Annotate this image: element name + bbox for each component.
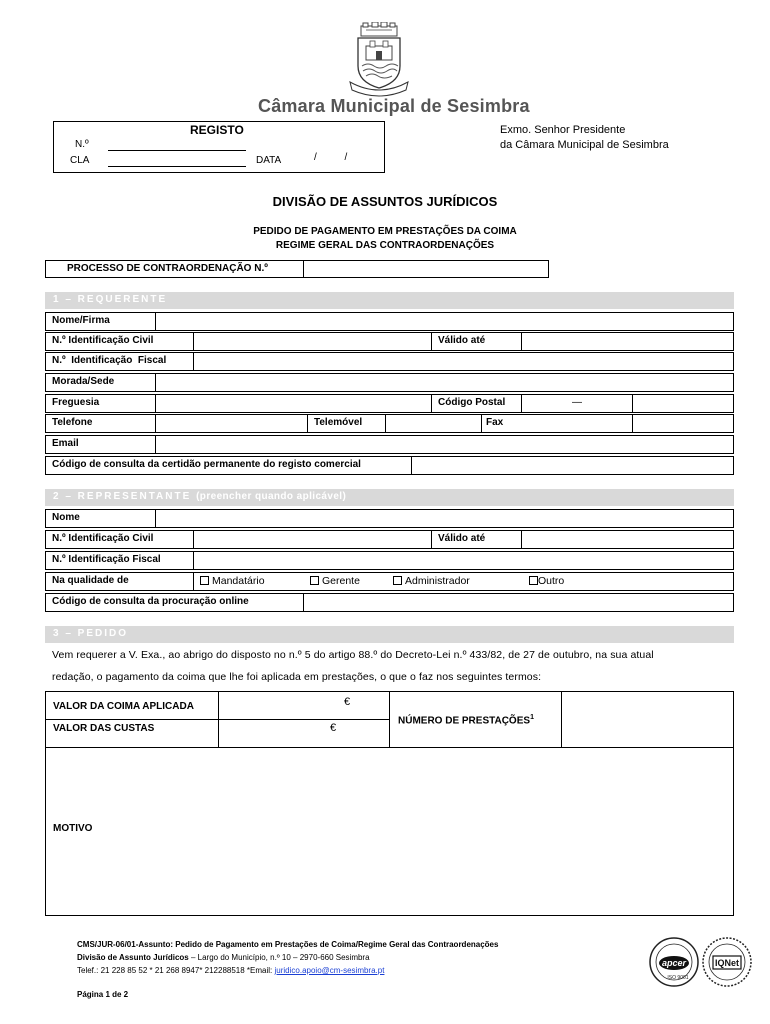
label-telefone: Telefone xyxy=(46,415,156,432)
section-representante-header xyxy=(45,489,734,506)
checkbox-administrador[interactable] xyxy=(393,576,402,585)
footer-document-code: CMS/JUR-06/01-Assunto: Pedido de Pagamento em Prestações de Coima/Regime Geral das Contraordenações xyxy=(77,940,499,949)
registo-numero-label: N.º xyxy=(75,139,89,150)
row-morada xyxy=(45,373,734,392)
section-pedido-header: 3 – PEDIDO xyxy=(45,626,734,643)
label-rep-nome: Nome xyxy=(46,510,156,527)
field-telemovel[interactable] xyxy=(386,415,482,432)
process-number-label: PROCESSO DE CONTRAORDENAÇÃO N.º xyxy=(46,261,304,277)
row-nome-firma xyxy=(45,312,734,331)
row-certidao xyxy=(45,456,734,475)
field-rep-nome[interactable] xyxy=(156,510,733,527)
label-id-civil: N.º Identificação Civil xyxy=(46,333,194,350)
option-gerente-label: Gerente xyxy=(322,575,360,587)
field-codigo-postal-localidade[interactable] xyxy=(633,395,733,412)
row-id-fiscal xyxy=(45,352,734,371)
field-id-civil[interactable] xyxy=(194,333,432,350)
request-title-line-1: PEDIDO DE PAGAMENTO EM PRESTAÇÕES DA COIMA xyxy=(253,226,517,237)
footer-address-text: – Largo do Município, n.º 10 – 2970-660 Sesimbra xyxy=(188,953,370,962)
checkbox-mandatario[interactable] xyxy=(200,576,209,585)
label-numero-prestacoes xyxy=(398,714,534,726)
option-mandatario-label: Mandatário xyxy=(212,575,265,587)
addressee xyxy=(500,123,669,153)
field-fax[interactable] xyxy=(633,415,733,432)
row-telefone xyxy=(45,414,734,433)
registo-cla-label: CLA xyxy=(70,155,90,166)
field-codigo-postal[interactable]: — xyxy=(522,395,633,412)
row-id-civil xyxy=(45,332,734,351)
iqnet-text: IQNet xyxy=(714,958,740,968)
request-title xyxy=(0,225,770,253)
row-qualidade xyxy=(45,572,734,591)
field-valido-ate[interactable] xyxy=(522,333,733,350)
row-rep-nome xyxy=(45,509,734,528)
registo-data-label: DATA xyxy=(256,155,282,166)
council-name: Câmara Municipal de Sesimbra xyxy=(258,96,530,116)
label-procuracao: Código de consulta da procuração online xyxy=(46,594,304,611)
page-number: Página 1 de 2 xyxy=(77,990,129,999)
footer-contacts xyxy=(77,964,498,977)
valor-coima-field[interactable]: € xyxy=(344,696,351,708)
label-codigo-postal: Código Postal xyxy=(432,395,522,412)
row-email xyxy=(45,435,734,454)
division-title: DIVISÃO DE ASSUNTOS JURÍDICOS xyxy=(272,194,498,209)
qualidade-options xyxy=(194,573,733,590)
option-gerente[interactable] xyxy=(310,575,360,587)
option-administrador[interactable] xyxy=(393,575,470,587)
option-outro-label: Outro xyxy=(538,575,565,587)
field-nome-firma[interactable] xyxy=(156,313,733,330)
registo-numero-line[interactable] xyxy=(108,150,246,151)
label-email: Email xyxy=(46,436,156,453)
registo-title: REGISTO xyxy=(190,123,244,137)
addressee-line-1: Exmo. Senhor Presidente xyxy=(500,124,626,136)
request-title-line-2: REGIME GERAL DAS CONTRAORDENAÇÕES xyxy=(275,240,495,251)
pedido-text-line-2: redação, o pagamento da coima que lhe foi aplicada em prestações, o que o faz nos seguintes termos: xyxy=(52,671,542,683)
registo-cla-line[interactable] xyxy=(108,166,246,167)
footer-email-link[interactable]: juridico.apoio@cm-sesimbra.pt xyxy=(274,966,385,975)
apcer-certification-seal xyxy=(648,936,700,988)
option-administrador-label: Administrador xyxy=(405,575,470,587)
section-representante-title: 2 – REPRESENTANTE xyxy=(53,491,192,502)
label-rep-id-fiscal: N.º Identificação Fiscal xyxy=(46,552,194,569)
field-procuracao[interactable] xyxy=(304,594,733,611)
label-morada: Morada/Sede xyxy=(46,374,156,391)
field-certidao[interactable] xyxy=(412,457,733,474)
row-freguesia xyxy=(45,394,734,413)
footer-phones: Telef.: 21 228 85 52 * 21 268 8947* 212288518 *Email: xyxy=(77,966,275,975)
checkbox-gerente[interactable] xyxy=(310,576,319,585)
field-rep-id-fiscal[interactable] xyxy=(194,552,733,569)
field-freguesia[interactable] xyxy=(156,395,432,412)
field-id-fiscal[interactable] xyxy=(194,353,733,370)
label-fax: Fax xyxy=(482,415,633,432)
numero-prestacoes-field[interactable] xyxy=(562,692,733,747)
checkbox-outro[interactable] xyxy=(529,576,538,585)
registo-date-separators[interactable]: / / xyxy=(314,152,348,163)
label-valor-custas: VALOR DAS CUSTAS xyxy=(53,723,155,734)
apcer-text: apcer xyxy=(661,958,687,968)
motivo-field[interactable] xyxy=(46,748,733,915)
iqnet-certification-seal xyxy=(701,936,753,988)
label-telemovel: Telemóvel xyxy=(308,415,386,432)
field-telefone[interactable] xyxy=(156,415,308,432)
label-certidao: Código de consulta da certidão permanente do registo comercial xyxy=(46,457,412,474)
process-number-row xyxy=(45,260,549,278)
option-mandatario[interactable] xyxy=(200,575,265,587)
section-requerente-header: 1 – REQUERENTE xyxy=(45,292,734,309)
addressee-line-2: da Câmara Municipal de Sesimbra xyxy=(500,139,669,151)
municipal-crest-logo xyxy=(344,22,414,98)
footer-address xyxy=(77,951,498,964)
row-rep-id-civil xyxy=(45,530,734,549)
label-valor-coima: VALOR DA COIMA APLICADA xyxy=(53,701,194,712)
valor-custas-field[interactable]: € xyxy=(330,722,337,734)
footnote-marker: 1 xyxy=(530,714,534,721)
field-email[interactable] xyxy=(156,436,733,453)
label-numero-prestacoes-text: NÚMERO DE PRESTAÇÕES xyxy=(398,715,531,727)
apcer-iso-text: ISO 9001 xyxy=(667,975,689,981)
label-id-fiscal: N.º Identificação Fiscal xyxy=(46,353,194,370)
field-rep-id-civil[interactable] xyxy=(194,531,432,548)
label-freguesia: Freguesia xyxy=(46,395,156,412)
row-procuracao xyxy=(45,593,734,612)
row-rep-id-fiscal xyxy=(45,551,734,570)
process-number-field[interactable] xyxy=(304,261,548,277)
footer-division: Divisão de Assunto Jurídicos xyxy=(77,953,189,962)
field-rep-valido-ate[interactable] xyxy=(522,531,733,548)
label-rep-id-civil: N.º Identificação Civil xyxy=(46,531,194,548)
label-valido-ate: Válido até xyxy=(432,333,522,350)
field-morada[interactable] xyxy=(156,374,733,391)
footer-info xyxy=(77,938,498,977)
payment-table xyxy=(45,691,734,916)
label-motivo: MOTIVO xyxy=(53,823,93,834)
label-qualidade: Na qualidade de xyxy=(46,573,194,590)
label-nome-firma: Nome/Firma xyxy=(46,313,156,330)
option-outro[interactable] xyxy=(529,575,564,587)
label-rep-valido-ate: Válido até xyxy=(432,531,522,548)
pedido-text-line-1: Vem requerer a V. Exa., ao abrigo do disposto no n.º 5 do artigo 88.º do Decreto-Lei n.º 433/82, de 27 de outubro, na sua atual xyxy=(52,649,654,661)
section-representante-subtitle: (preencher quando aplicável) xyxy=(196,491,347,502)
